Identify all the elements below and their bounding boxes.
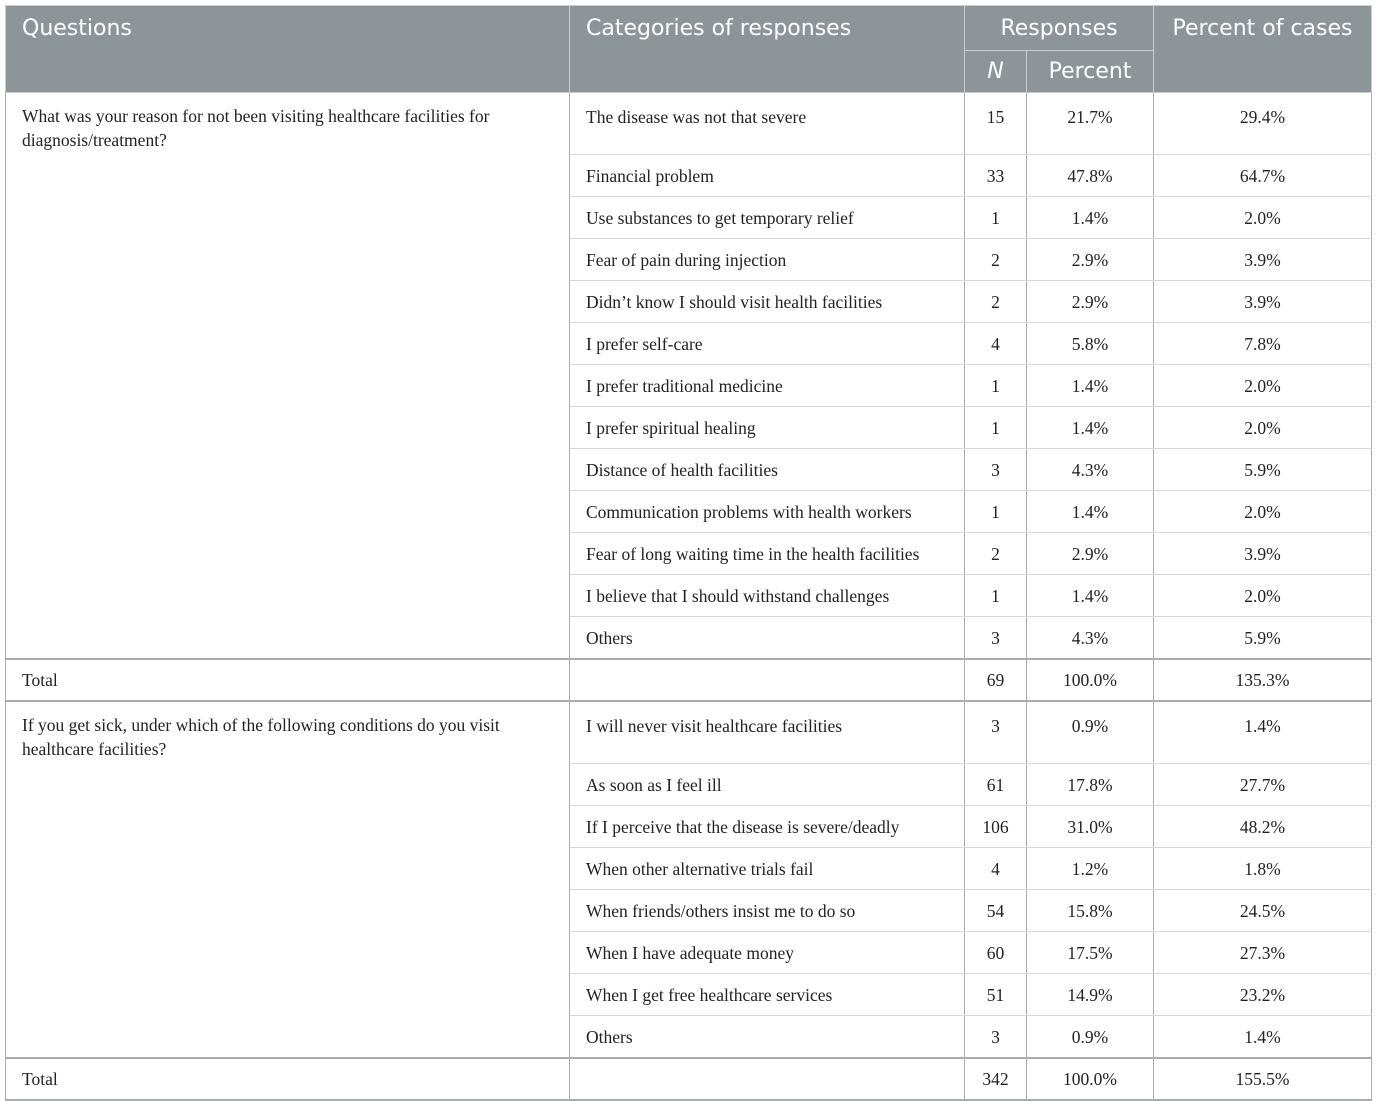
total-label: Total bbox=[6, 659, 570, 701]
category-cell: Others bbox=[570, 617, 965, 660]
percent-cell: 17.5% bbox=[1027, 932, 1154, 974]
table-row bbox=[6, 701, 1372, 764]
cases-cell: 1.8% bbox=[1154, 848, 1372, 890]
cases-cell: 29.4% bbox=[1154, 93, 1372, 155]
cases-cell: 3.9% bbox=[1154, 239, 1372, 281]
total-label: Total bbox=[6, 1058, 570, 1100]
n-cell: 4 bbox=[965, 848, 1027, 890]
cases-cell: 24.5% bbox=[1154, 890, 1372, 932]
n-cell: 3 bbox=[965, 617, 1027, 660]
category-cell: As soon as I feel ill bbox=[570, 764, 965, 806]
cases-cell: 2.0% bbox=[1154, 575, 1372, 617]
n-cell: 3 bbox=[965, 449, 1027, 491]
cases-cell: 3.9% bbox=[1154, 281, 1372, 323]
percent-cell: 2.9% bbox=[1027, 281, 1154, 323]
n-cell: 2 bbox=[965, 533, 1027, 575]
category-cell: Didn’t know I should visit health facilities bbox=[570, 281, 965, 323]
category-cell: When friends/others insist me to do so bbox=[570, 890, 965, 932]
question-cell: What was your reason for not been visiting healthcare facilities for diagnosis/treatment? bbox=[6, 93, 570, 660]
cases-cell: 2.0% bbox=[1154, 365, 1372, 407]
percent-cell: 2.9% bbox=[1027, 533, 1154, 575]
percent-cell: 0.9% bbox=[1027, 1016, 1154, 1059]
cases-cell: 2.0% bbox=[1154, 407, 1372, 449]
n-cell: 3 bbox=[965, 701, 1027, 764]
cases-cell: 2.0% bbox=[1154, 491, 1372, 533]
category-cell: If I perceive that the disease is severe/deadly bbox=[570, 806, 965, 848]
percent-cell: 1.4% bbox=[1027, 365, 1154, 407]
table-header bbox=[6, 6, 1372, 93]
percent-cell: 4.3% bbox=[1027, 449, 1154, 491]
n-cell: 3 bbox=[965, 1016, 1027, 1059]
cases-cell: 5.9% bbox=[1154, 449, 1372, 491]
percent-cell: 47.8% bbox=[1027, 155, 1154, 197]
category-cell: I prefer self-care bbox=[570, 323, 965, 365]
n-cell: 1 bbox=[965, 575, 1027, 617]
percent-cell: 1.4% bbox=[1027, 575, 1154, 617]
percent-cell: 1.2% bbox=[1027, 848, 1154, 890]
cases-cell: 1.4% bbox=[1154, 701, 1372, 764]
n-cell: 1 bbox=[965, 365, 1027, 407]
total-cases: 155.5% bbox=[1154, 1058, 1372, 1100]
percent-cell: 31.0% bbox=[1027, 806, 1154, 848]
header-percent-of-cases: Percent of cases bbox=[1154, 6, 1372, 93]
percent-cell: 2.9% bbox=[1027, 239, 1154, 281]
percent-cell: 0.9% bbox=[1027, 701, 1154, 764]
total-n: 69 bbox=[965, 659, 1027, 701]
total-row bbox=[6, 659, 1372, 701]
total-cases: 135.3% bbox=[1154, 659, 1372, 701]
responses-table bbox=[5, 5, 1372, 1101]
n-cell: 61 bbox=[965, 764, 1027, 806]
category-cell: The disease was not that severe bbox=[570, 93, 965, 155]
category-cell: Fear of long waiting time in the health facilities bbox=[570, 533, 965, 575]
percent-cell: 15.8% bbox=[1027, 890, 1154, 932]
n-cell: 51 bbox=[965, 974, 1027, 1016]
total-row bbox=[6, 1058, 1372, 1100]
question-cell: If you get sick, under which of the following conditions do you visit healthcare facilities? bbox=[6, 701, 570, 1058]
percent-cell: 1.4% bbox=[1027, 491, 1154, 533]
cases-cell: 27.7% bbox=[1154, 764, 1372, 806]
cases-cell: 23.2% bbox=[1154, 974, 1372, 1016]
total-n: 342 bbox=[965, 1058, 1027, 1100]
cases-cell: 1.4% bbox=[1154, 1016, 1372, 1059]
cases-cell: 3.9% bbox=[1154, 533, 1372, 575]
cases-cell: 48.2% bbox=[1154, 806, 1372, 848]
category-cell: When I get free healthcare services bbox=[570, 974, 965, 1016]
total-percent: 100.0% bbox=[1027, 1058, 1154, 1100]
header-percent: Percent bbox=[1027, 51, 1154, 93]
cases-cell: 64.7% bbox=[1154, 155, 1372, 197]
header-categories: Categories of responses bbox=[570, 6, 965, 93]
category-cell: When I have adequate money bbox=[570, 932, 965, 974]
category-cell: Others bbox=[570, 1016, 965, 1059]
category-cell: Distance of health facilities bbox=[570, 449, 965, 491]
category-cell: When other alternative trials fail bbox=[570, 848, 965, 890]
total-empty bbox=[570, 659, 965, 701]
category-cell: I believe that I should withstand challenges bbox=[570, 575, 965, 617]
cases-cell: 7.8% bbox=[1154, 323, 1372, 365]
n-cell: 2 bbox=[965, 281, 1027, 323]
percent-cell: 17.8% bbox=[1027, 764, 1154, 806]
cases-cell: 27.3% bbox=[1154, 932, 1372, 974]
table-body bbox=[6, 93, 1372, 1101]
header-questions: Questions bbox=[6, 6, 570, 93]
n-cell: 4 bbox=[965, 323, 1027, 365]
table-row bbox=[6, 93, 1372, 155]
percent-cell: 5.8% bbox=[1027, 323, 1154, 365]
category-cell: Use substances to get temporary relief bbox=[570, 197, 965, 239]
n-cell: 33 bbox=[965, 155, 1027, 197]
category-cell: Fear of pain during injection bbox=[570, 239, 965, 281]
category-cell: I prefer traditional medicine bbox=[570, 365, 965, 407]
n-cell: 60 bbox=[965, 932, 1027, 974]
n-cell: 1 bbox=[965, 491, 1027, 533]
n-cell: 1 bbox=[965, 407, 1027, 449]
percent-cell: 1.4% bbox=[1027, 407, 1154, 449]
total-percent: 100.0% bbox=[1027, 659, 1154, 701]
n-cell: 1 bbox=[965, 197, 1027, 239]
category-cell: Communication problems with health workers bbox=[570, 491, 965, 533]
percent-cell: 4.3% bbox=[1027, 617, 1154, 660]
cases-cell: 5.9% bbox=[1154, 617, 1372, 660]
percent-cell: 1.4% bbox=[1027, 197, 1154, 239]
cases-cell: 2.0% bbox=[1154, 197, 1372, 239]
n-cell: 15 bbox=[965, 93, 1027, 155]
category-cell: I prefer spiritual healing bbox=[570, 407, 965, 449]
header-responses: Responses bbox=[965, 6, 1154, 51]
n-cell: 54 bbox=[965, 890, 1027, 932]
total-empty bbox=[570, 1058, 965, 1100]
category-cell: I will never visit healthcare facilities bbox=[570, 701, 965, 764]
percent-cell: 21.7% bbox=[1027, 93, 1154, 155]
n-cell: 2 bbox=[965, 239, 1027, 281]
n-cell: 106 bbox=[965, 806, 1027, 848]
percent-cell: 14.9% bbox=[1027, 974, 1154, 1016]
category-cell: Financial problem bbox=[570, 155, 965, 197]
header-n: N bbox=[965, 51, 1027, 93]
